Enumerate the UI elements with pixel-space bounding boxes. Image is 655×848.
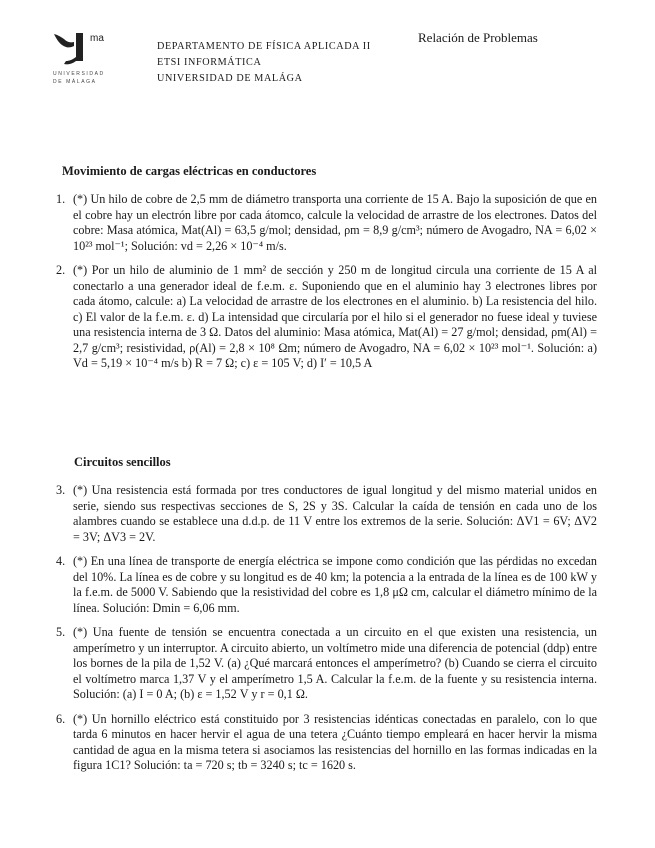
problem-number: 6. bbox=[56, 711, 66, 726]
problem-item bbox=[52, 625, 597, 703]
problem-text: (*) Un hilo de cobre de 2,5 mm de diámetro transporta una corriente de 15 A. Bajo la suposición de que en el cobre hay un electrón libre por cada átomco, calcule la velocidad de arrastre de los electrones. Datos del cobre: Masa atómica, Mat(Al) = 63,5 g/mol; densidad, ρm = 8,9 g/cm³; número de Avogadro, NA = 6,02 × 10²³ mol⁻¹; Solución: vd = 2,26 × 10⁻⁴ m/s. bbox=[73, 192, 597, 253]
problem-text: (*) Una fuente de tensión se encuentra conectada a un circuito en el que existen una resistencia, un amperímetro y un interruptor. A circuito abierto, un voltímetro mide una diferencia de potencial (ddp) entre los bornes de la pila de 1,52 V. (a) ¿Qué marcará entonces el amperímetro? (b) Cuando se cierra el circuito el voltímetro marca 1,37 V y el amperímetro 1,5 A. Calcular la f.e.m. de la fuente y su resistencia interna. Solución: (a) I = 0 A; (b) ε = 1,52 V y r = 0,1 Ω. bbox=[73, 625, 597, 701]
problem-text: (*) En una línea de transporte de energía eléctrica se impone como condición que las pérdidas no excedan del 10%. La línea es de cobre y su longitud es de 40 km; la potencia a la entrada de la línea es de 100 kW y la f.e.m. de 5000 V. Sabiendo que la resistividad del cobre es 1,8 μΩ cm, calcular el diámetro mínimo de la línea. Solución: Dmin = 6,06 mm. bbox=[73, 554, 597, 615]
department-block bbox=[157, 39, 371, 87]
problem-item bbox=[52, 483, 597, 545]
problem-number: 5. bbox=[56, 625, 66, 639]
problem-item bbox=[52, 263, 597, 372]
dept-line-2: ETSI INFORMÁTICA bbox=[157, 57, 262, 68]
problem-item bbox=[52, 554, 597, 616]
logo-subtext-2: DE MÁLAGA bbox=[53, 79, 97, 85]
problem-text: (*) Por un hilo de aluminio de 1 mm² de sección y 250 m de longitud circula una corriente de 15 A al conectarlo a una generador ideal de f.e.m. ε. Suponiendo que en el aluminio hay 3 electrones libres por cada átomo, calcule: a) La velocidad de arrastre de los electrones en el aluminio. b) La resistencia del hilo. c) El valor de la f.e.m. ε. d) La intensidad que circularía por el hilo si el generador no fuese ideal y tuviese una resistencia interna de 3 Ω. Datos del aluminio: Masa atómica, Mat(Al) = 27 g/mol; densidad, ρm(Al) = 2,7 g/cm³; resistividad, ρ(Al) = 2,8 × 10⁸ Ωm; número de Avogadro, NA = 6,02 × 10²³ mol⁻¹. Solución: a) Vd = 5,19 × 10⁻⁴ m/s b) R = 7 Ω; c) ε = 105 V; d) I′ = 10,5 A bbox=[73, 263, 597, 370]
dept-line-1: DEPARTAMENTO DE FÍSICA APLICADA II bbox=[157, 41, 371, 52]
problem-item bbox=[52, 192, 597, 254]
university-logo bbox=[52, 30, 116, 88]
logo-subtext-1: UNIVERSIDAD bbox=[53, 71, 105, 77]
section-title: Movimiento de cargas eléctricas en conductores bbox=[62, 164, 317, 178]
problem-list bbox=[52, 192, 597, 381]
problem-list bbox=[52, 483, 597, 783]
section-title: Circuitos sencillos bbox=[74, 455, 171, 469]
problem-number: 2. bbox=[56, 263, 66, 277]
problem-number: 3. bbox=[56, 483, 66, 497]
university-logo-mark bbox=[52, 30, 116, 88]
logo-text: ma bbox=[90, 33, 104, 44]
problem-number: 4. bbox=[56, 554, 66, 568]
dept-line-3: UNIVERSIDAD DE MALÁGA bbox=[157, 73, 303, 84]
problem-item bbox=[52, 712, 597, 774]
doc-type-title: Relación de Problemas bbox=[418, 30, 538, 45]
problem-text: (*) Un hornillo eléctrico está constituido por 3 resistencias idénticas conectadas en paralelo, con lo que tarda 6 minutos en hacer hervir el agua de una tetera ¿Cuánto tiempo empleará en hacer hervir la misma cantidad de agua en la misma tetera si asociamos las resistencias del hornillo en las formas indicadas en la figura 1C1? Solución: ta = 720 s; tb = 3240 s; tc = 1620 s. bbox=[73, 711, 597, 772]
problem-number: 1. bbox=[56, 192, 66, 206]
problem-text: (*) Una resistencia está formada por tres conductores de igual longitud y del mismo material unidos en serie, siendo sus respectivas secciones de S, 2S y 3S. Calcular la caída de tensión en cada uno de los alambres cuando se establece una d.d.p. de 11 V entre los extremos de la serie. Solución: ΔV1 = 6V; ΔV2 = 3V; ΔV3 = 2V. bbox=[73, 483, 597, 544]
